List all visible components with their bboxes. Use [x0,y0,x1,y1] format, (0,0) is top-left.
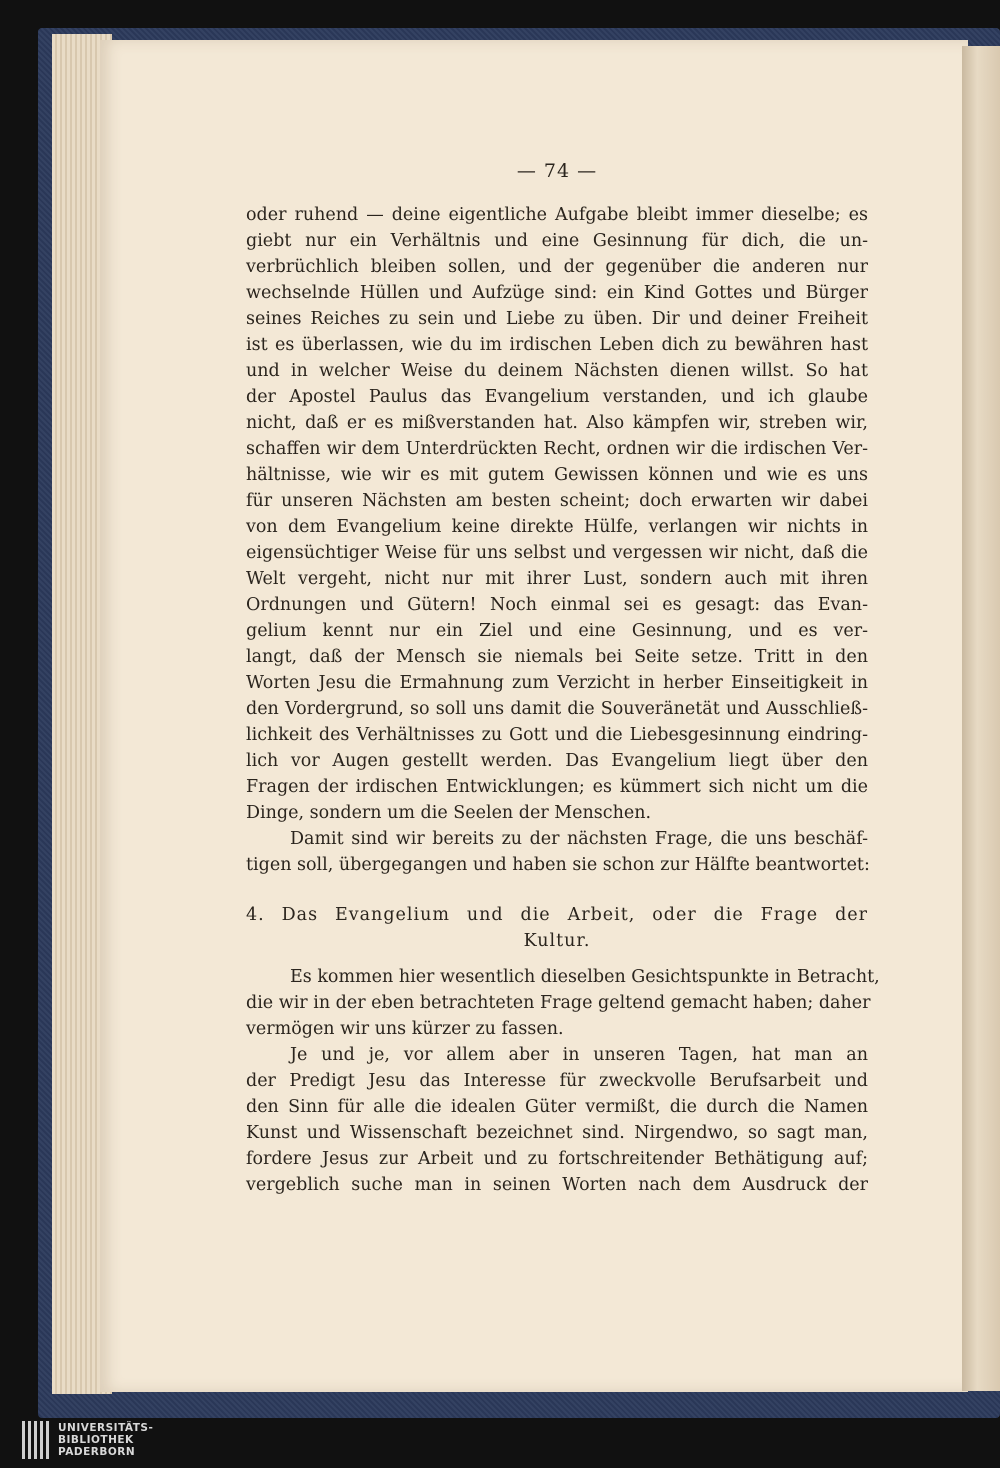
logo-line: UNIVERSITÄTS- [58,1422,154,1434]
heading-line: Kultur. [523,931,591,951]
text-line: seines Reiches zu sein und Liebe zu üben. Dir und deiner Freiheit [246,309,868,329]
text-line: lichkeit des Verhältnisses zu Gott und die Liebesgesinnung eindring- [246,725,868,745]
text-line: Je und je, vor allem aber in unseren Tagen, hat man an [290,1045,868,1065]
text-line: nicht, daß er es mißverstanden hat. Also kämpfen wir, streben wir, [246,413,868,433]
text-line: oder ruhend — deine eigentliche Aufgabe bleibt immer dieselbe; es [246,205,868,225]
text-line: Welt vergeht, nicht nur mit ihrer Lust, sondern auch mit ihren [246,569,868,589]
right-page-edge [962,46,1000,1391]
text-line: den Vordergrund, so soll uns damit die Souveränetät und Ausschließ- [246,699,868,719]
text-line: langt, daß der Mensch sie niemals bei Seite setze. Tritt in den [246,647,868,667]
text-line: hältnisse, wie wir es mit gutem Gewissen können und wie es uns [246,465,868,485]
text-line: Damit sind wir bereits zu der nächsten Frage, die uns beschäf- [290,829,868,849]
text-line: der Apostel Paulus das Evangelium verstanden, und ich glaube [246,387,868,407]
text-line: Worten Jesu die Ermahnung zum Verzicht in herber Einseitigkeit in [246,673,868,693]
text-line: für unseren Nächsten am besten scheint; doch erwarten wir dabei [246,491,868,511]
paragraph-4 [246,1042,868,1198]
text-line: eigensüchtiger Weise für uns selbst und vergessen wir nicht, daß die [246,543,868,563]
library-logo-text [58,1422,153,1458]
page-number: — 74 — [516,160,598,182]
logo-line: PADERBORN [58,1446,136,1458]
text-line: verbrüchlich bleiben sollen, und der gegenüber die anderen nur [246,257,868,277]
text-line: der Predigt Jesu das Interesse für zweckvolle Berufsarbeit und [246,1071,868,1091]
text-line: tigen soll, übergegangen und haben sie schon zur Hälfte beantwortet: [246,855,870,875]
text-line: gelium kennt nur ein Ziel und eine Gesinnung, und es ver- [246,621,868,641]
text-line: Es kommen hier wesentlich dieselben Gesichtspunkte in Betracht, [290,967,880,987]
text-line: lich vor Augen gestellt werden. Das Evangelium liegt über den [246,751,868,771]
text-line: Dinge, sondern um die Seelen der Menschen. [246,803,652,823]
text-line: Ordnungen und Gütern! Noch einmal sei es gesagt: das Evan- [246,595,868,615]
text-line: die wir in der eben betrachteten Frage geltend gemacht haben; daher [246,993,871,1013]
text-line: den Sinn für alle die idealen Güter vermißt, die durch die Namen [246,1097,868,1117]
paragraph-2 [246,826,868,878]
text-line: schaffen wir dem Unterdrückten Recht, ordnen wir die irdischen Ver- [246,439,868,459]
paragraph-3 [246,964,880,1042]
text-line: vermögen wir uns kürzer zu fassen. [246,1019,564,1039]
heading-line: 4. Das Evangelium und die Arbeit, oder die Frage der [246,905,868,925]
library-logo-icon [22,1421,50,1459]
logo-line: BIBLIOTHEK [58,1434,134,1446]
text-line: fordere Jesus zur Arbeit und zu fortschreitender Bethätigung auf; [246,1149,868,1169]
text-line: ist es überlassen, wie du im irdischen Leben dich zu bewähren hast [246,335,868,355]
library-logo [22,1420,153,1460]
text-line: vergeblich suche man in seinen Worten nach dem Ausdruck der [246,1175,868,1195]
text-block [246,160,880,1198]
text-line: Kunst und Wissenschaft bezeichnet sind. Nirgendwo, so sagt man, [246,1123,868,1143]
text-line: Fragen der irdischen Entwicklungen; es kümmert sich nicht um die [246,777,868,797]
text-line: von dem Evangelium keine direkte Hülfe, verlangen wir nichts in [246,517,868,537]
section-heading [246,902,868,954]
paragraph-1 [246,202,868,826]
text-line: giebt nur ein Verhältnis und eine Gesinnung für dich, die un- [246,231,868,251]
text-line: und in welcher Weise du deinem Nächsten dienen willst. So hat [246,361,868,381]
text-line: wechselnde Hüllen und Aufzüge sind: ein Kind Gottes und Bürger [246,283,868,303]
